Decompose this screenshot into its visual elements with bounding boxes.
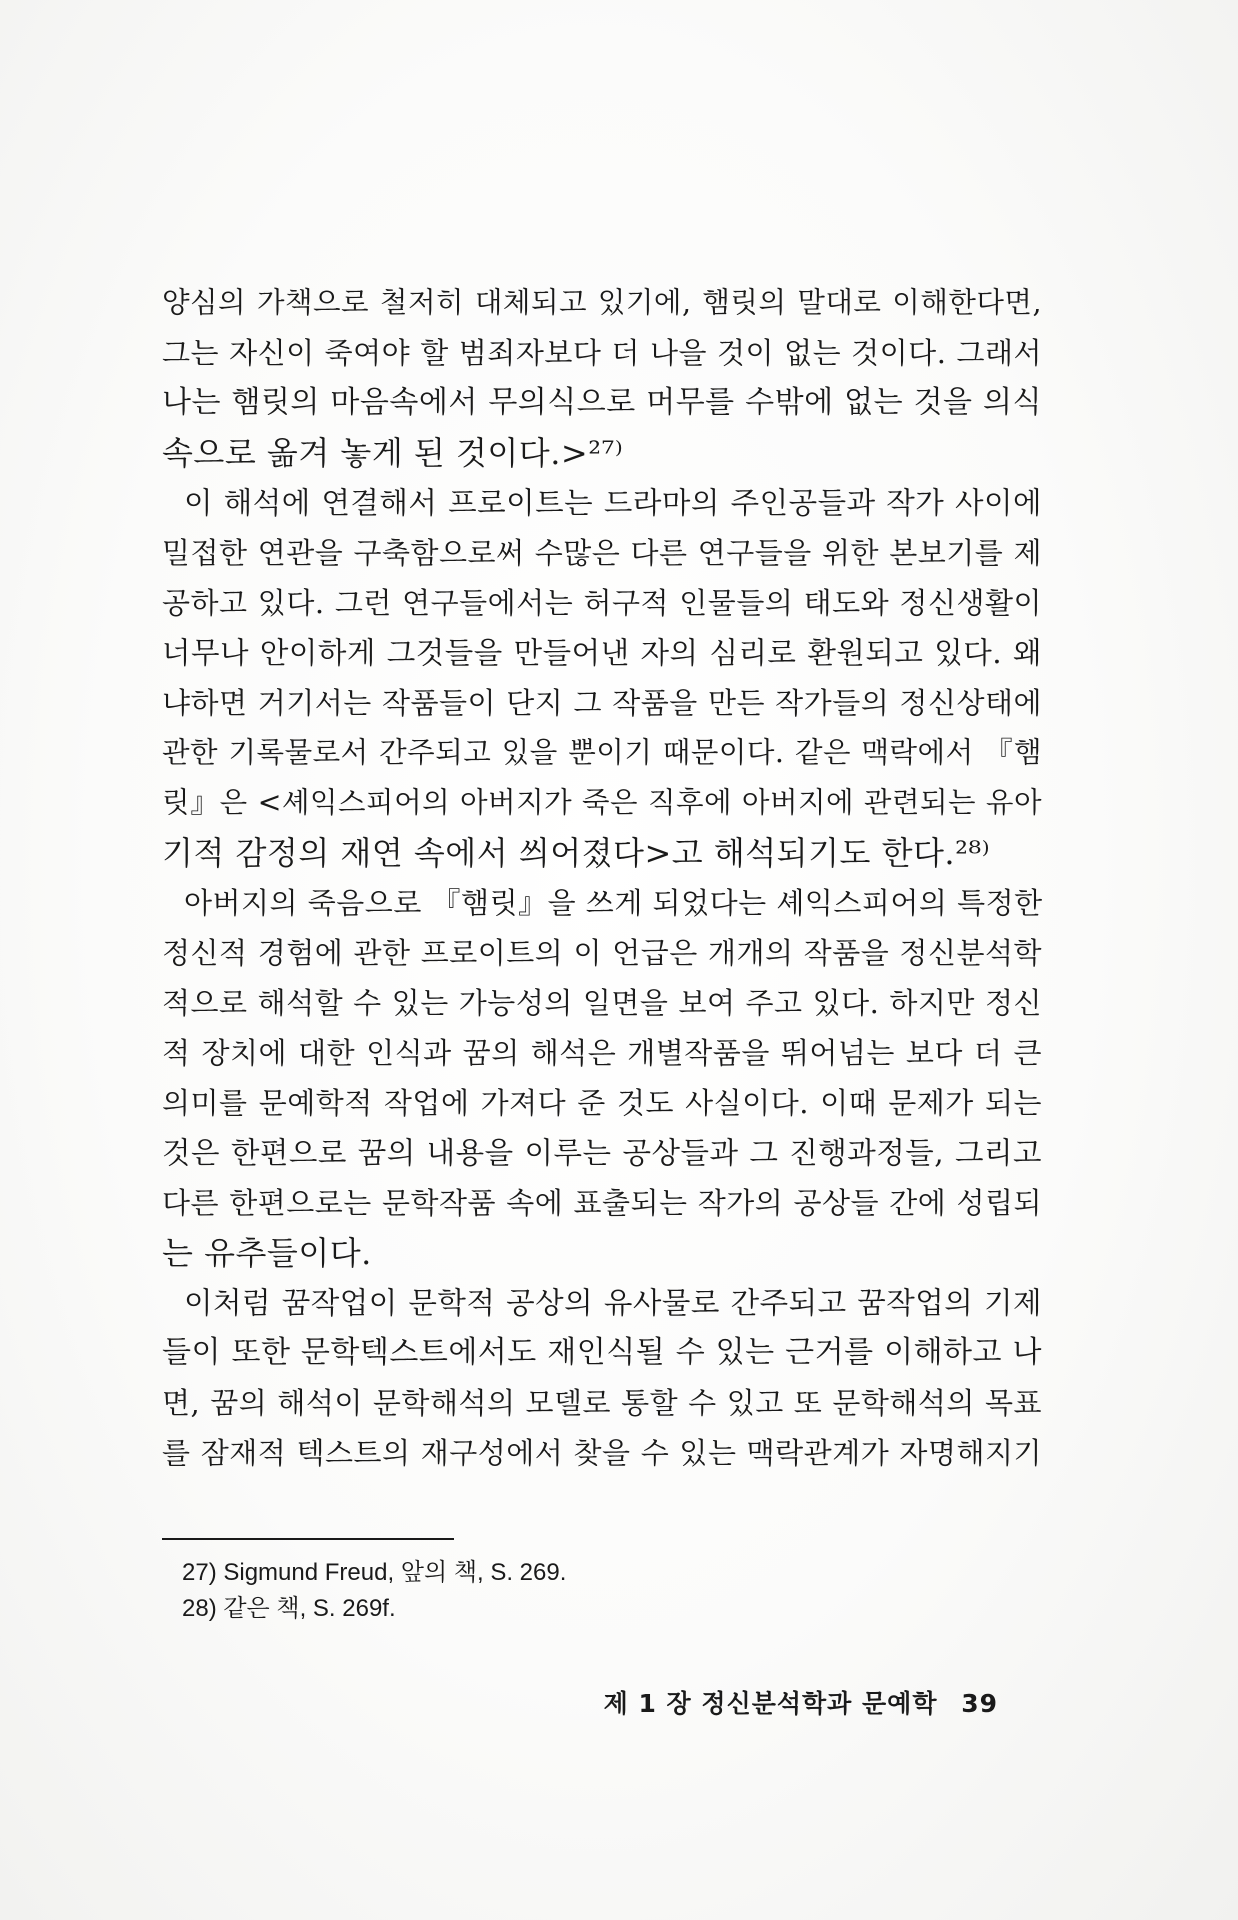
text-line: 나는 햄릿의 마음속에서 무의식으로 머무를 수밖에 없는 것을 의식: [162, 385, 1042, 420]
body-text: [162, 278, 1042, 1478]
text-line: 면, 꿈의 해석이 문학해석의 모델로 통할 수 있고 또 문학해석의 목표: [162, 1386, 1042, 1420]
text-line: 냐하면 거기서는 작품들이 단지 그 작품을 만든 작가들의 정신상태에: [162, 686, 1042, 720]
text-line: 다른 한편으로는 문학작품 속에 표출되는 작가의 공상들 간에 성립되: [162, 1186, 1042, 1220]
text-line: 적으로 해석할 수 있는 가능성의 일면을 보여 주고 있다. 하지만 정신: [162, 986, 1042, 1020]
footnote-divider: [162, 1538, 454, 1540]
text-line: 속으로 옮겨 놓게 된 것이다.>²⁷⁾: [162, 434, 624, 472]
text-line: 정신적 경험에 관한 프로이트의 이 언급은 개개의 작품을 정신분석학: [162, 936, 1042, 970]
text-line: 그는 자신이 죽여야 할 범죄자보다 더 나을 것이 없는 것이다. 그래서: [162, 336, 1042, 370]
text-line: 기적 감정의 재연 속에서 씌어졌다>고 해석되기도 한다.²⁸⁾: [162, 834, 991, 872]
footnote-28: 28) 같은 책, S. 269f.: [182, 1595, 396, 1622]
text-line: 는 유추들이다.: [162, 1234, 372, 1272]
text-line: 들이 또한 문학텍스트에서도 재인식될 수 있는 근거를 이해하고 나: [162, 1335, 1042, 1370]
text-line: 밀접한 연관을 구축함으로써 수많은 다른 연구들을 위한 본보기를 제: [162, 536, 1042, 570]
text-line: 이 해석에 연결해서 프로이트는 드라마의 주인공들과 작가 사이에: [184, 486, 1042, 520]
text-line: 아버지의 죽음으로 『햄릿』을 쓰게 되었다는 셰익스피어의 특정한: [184, 886, 1043, 920]
text-line: 를 잠재적 텍스트의 재구성에서 찾을 수 있는 맥락관계가 자명해지기: [162, 1436, 1042, 1470]
chapter-title: 정신분석학과 문예학: [701, 1689, 938, 1718]
chapter-label: 제 1 장: [603, 1689, 692, 1718]
text-line: 의미를 문예학적 작업에 가져다 준 것도 사실이다. 이때 문제가 되는: [162, 1086, 1042, 1120]
footnote-27: 27) Sigmund Freud, 앞의 책, S. 269.: [182, 1559, 567, 1586]
text-line: 양심의 가책으로 철저히 대체되고 있기에, 햄릿의 말대로 이해한다면,: [162, 286, 1042, 319]
text-line: 너무나 안이하게 그것들을 만들어낸 자의 심리로 환원되고 있다. 왜: [162, 636, 1042, 670]
running-footer: [604, 1684, 998, 1720]
text-line: 것은 한편으로 꿈의 내용을 이루는 공상들과 그 진행과정들, 그리고: [162, 1136, 1042, 1170]
text-line: 릿』은 <셰익스피어의 아버지가 죽은 직후에 아버지에 관련되는 유아: [162, 786, 1042, 819]
text-line: 적 장치에 대한 인식과 꿈의 해석은 개별작품을 뛰어넘는 보다 더 큰: [162, 1036, 1042, 1070]
text-line: 이처럼 꿈작업이 문학적 공상의 유사물로 간주되고 꿈작업의 기제: [184, 1286, 1042, 1320]
page-number: 39: [961, 1689, 998, 1718]
footnotes: [182, 1555, 882, 1627]
text-line: 공하고 있다. 그런 연구들에서는 허구적 인물들의 태도와 정신생활이: [162, 586, 1042, 620]
text-line: 관한 기록물로서 간주되고 있을 뿐이기 때문이다. 같은 맥락에서 『햄: [162, 736, 1042, 769]
